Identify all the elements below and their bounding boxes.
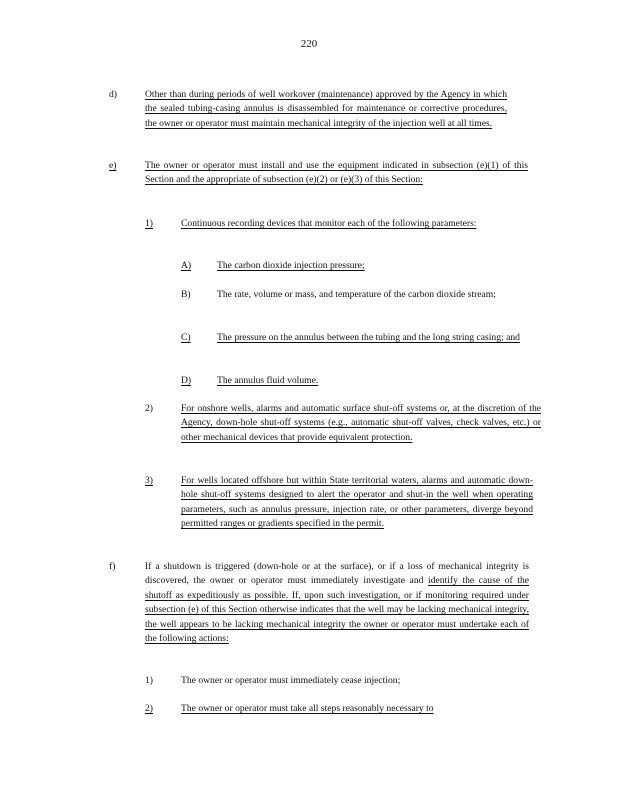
section-e1d-body: The annulus fluid volume. xyxy=(217,375,319,386)
section-e1d-text xyxy=(217,374,527,388)
section-e1a-text xyxy=(217,259,527,273)
section-f-label: f) xyxy=(109,561,116,572)
section-e1b-body: The rate, volume or mass, and temperature of the carbon dioxide stream; xyxy=(217,289,496,300)
section-e1b-text xyxy=(217,288,529,302)
section-e3-body: For wells located offshore but within State territorial waters, alarms and automatic down-hole shut-off systems designed to alert the operator and shut-in the well when operating parameters, such as annulus pressure, injection rate, or other parameters, diverge beyond permitted ranges or gradients specified in the permit. xyxy=(181,475,533,530)
section-d-body: Other than during periods of well workover (maintenance) approved by the Agency in which the sealed tubing-casing annulus is disassembled for maintenance or corrective procedures, the owner or operator must maintain mechanical integrity of the injection well at all times. xyxy=(145,89,507,129)
section-f2-body: The owner or operator must take all steps reasonably necessary to xyxy=(181,703,434,714)
section-f-body-plain: If a shutdown is triggered (down-hole or at the surface), or if a loss of mechanical integrity is discovered, the owner or operator must immediately investigate and xyxy=(145,561,529,587)
section-f2-label: 2) xyxy=(145,703,153,714)
section-e2-body: For onshore wells, alarms and automatic surface shut-off systems or, at the discretion of the Agency, down-hole shut-off systems (e.g., automatic shut-off valves, check valves, etc.) or other mechanical devices that provide equivalent protection. xyxy=(181,403,541,443)
section-f1-text xyxy=(181,674,511,688)
section-e1-text xyxy=(181,217,499,231)
section-e1-label: 1) xyxy=(145,218,153,229)
section-e-label: e) xyxy=(109,160,117,171)
section-f-text xyxy=(145,560,529,646)
section-e3-text xyxy=(181,474,533,532)
section-f1-body: The owner or operator must immediately cease injection; xyxy=(181,675,401,686)
section-d-text xyxy=(145,88,507,131)
section-e2-label: 2) xyxy=(145,403,153,414)
section-e1d-label: D) xyxy=(181,375,192,386)
section-e1a-body: The carbon dioxide injection pressure; xyxy=(217,260,365,271)
section-e1-body: Continuous recording devices that monitor each of the following parameters: xyxy=(181,218,477,229)
section-e1c-label: C) xyxy=(181,332,191,343)
section-f1-label: 1) xyxy=(145,675,153,686)
section-d-label: d) xyxy=(109,89,117,100)
section-e1a-label: A) xyxy=(181,260,192,271)
section-e2-text xyxy=(181,402,541,445)
section-f-body-underlined: identify the cause of the shutoff as expeditiously as possible. If, upon such investigation, or if monitoring required under subsection (e) of this Section otherwise indicates that the well may be lacking mechanical integrity, the well appears to be lacking mechanical integrity the owner or operator must undertake each of the following actions: xyxy=(145,575,530,645)
section-e3-label: 3) xyxy=(145,475,153,486)
section-e1c-body: The pressure on the annulus between the tubing and the long string casing; and xyxy=(217,332,520,343)
section-e1c-text xyxy=(217,331,541,345)
section-e-text xyxy=(145,159,528,188)
page-number: 220 xyxy=(300,38,318,50)
section-e1b-label: B) xyxy=(181,289,191,300)
section-f2-text xyxy=(181,702,511,716)
section-e-body: The owner or operator must install and use the equipment indicated in subsection (e)(1) of this Section and the appropriate of subsection (e)(2) or (e)(3) of this Section: xyxy=(145,160,528,186)
